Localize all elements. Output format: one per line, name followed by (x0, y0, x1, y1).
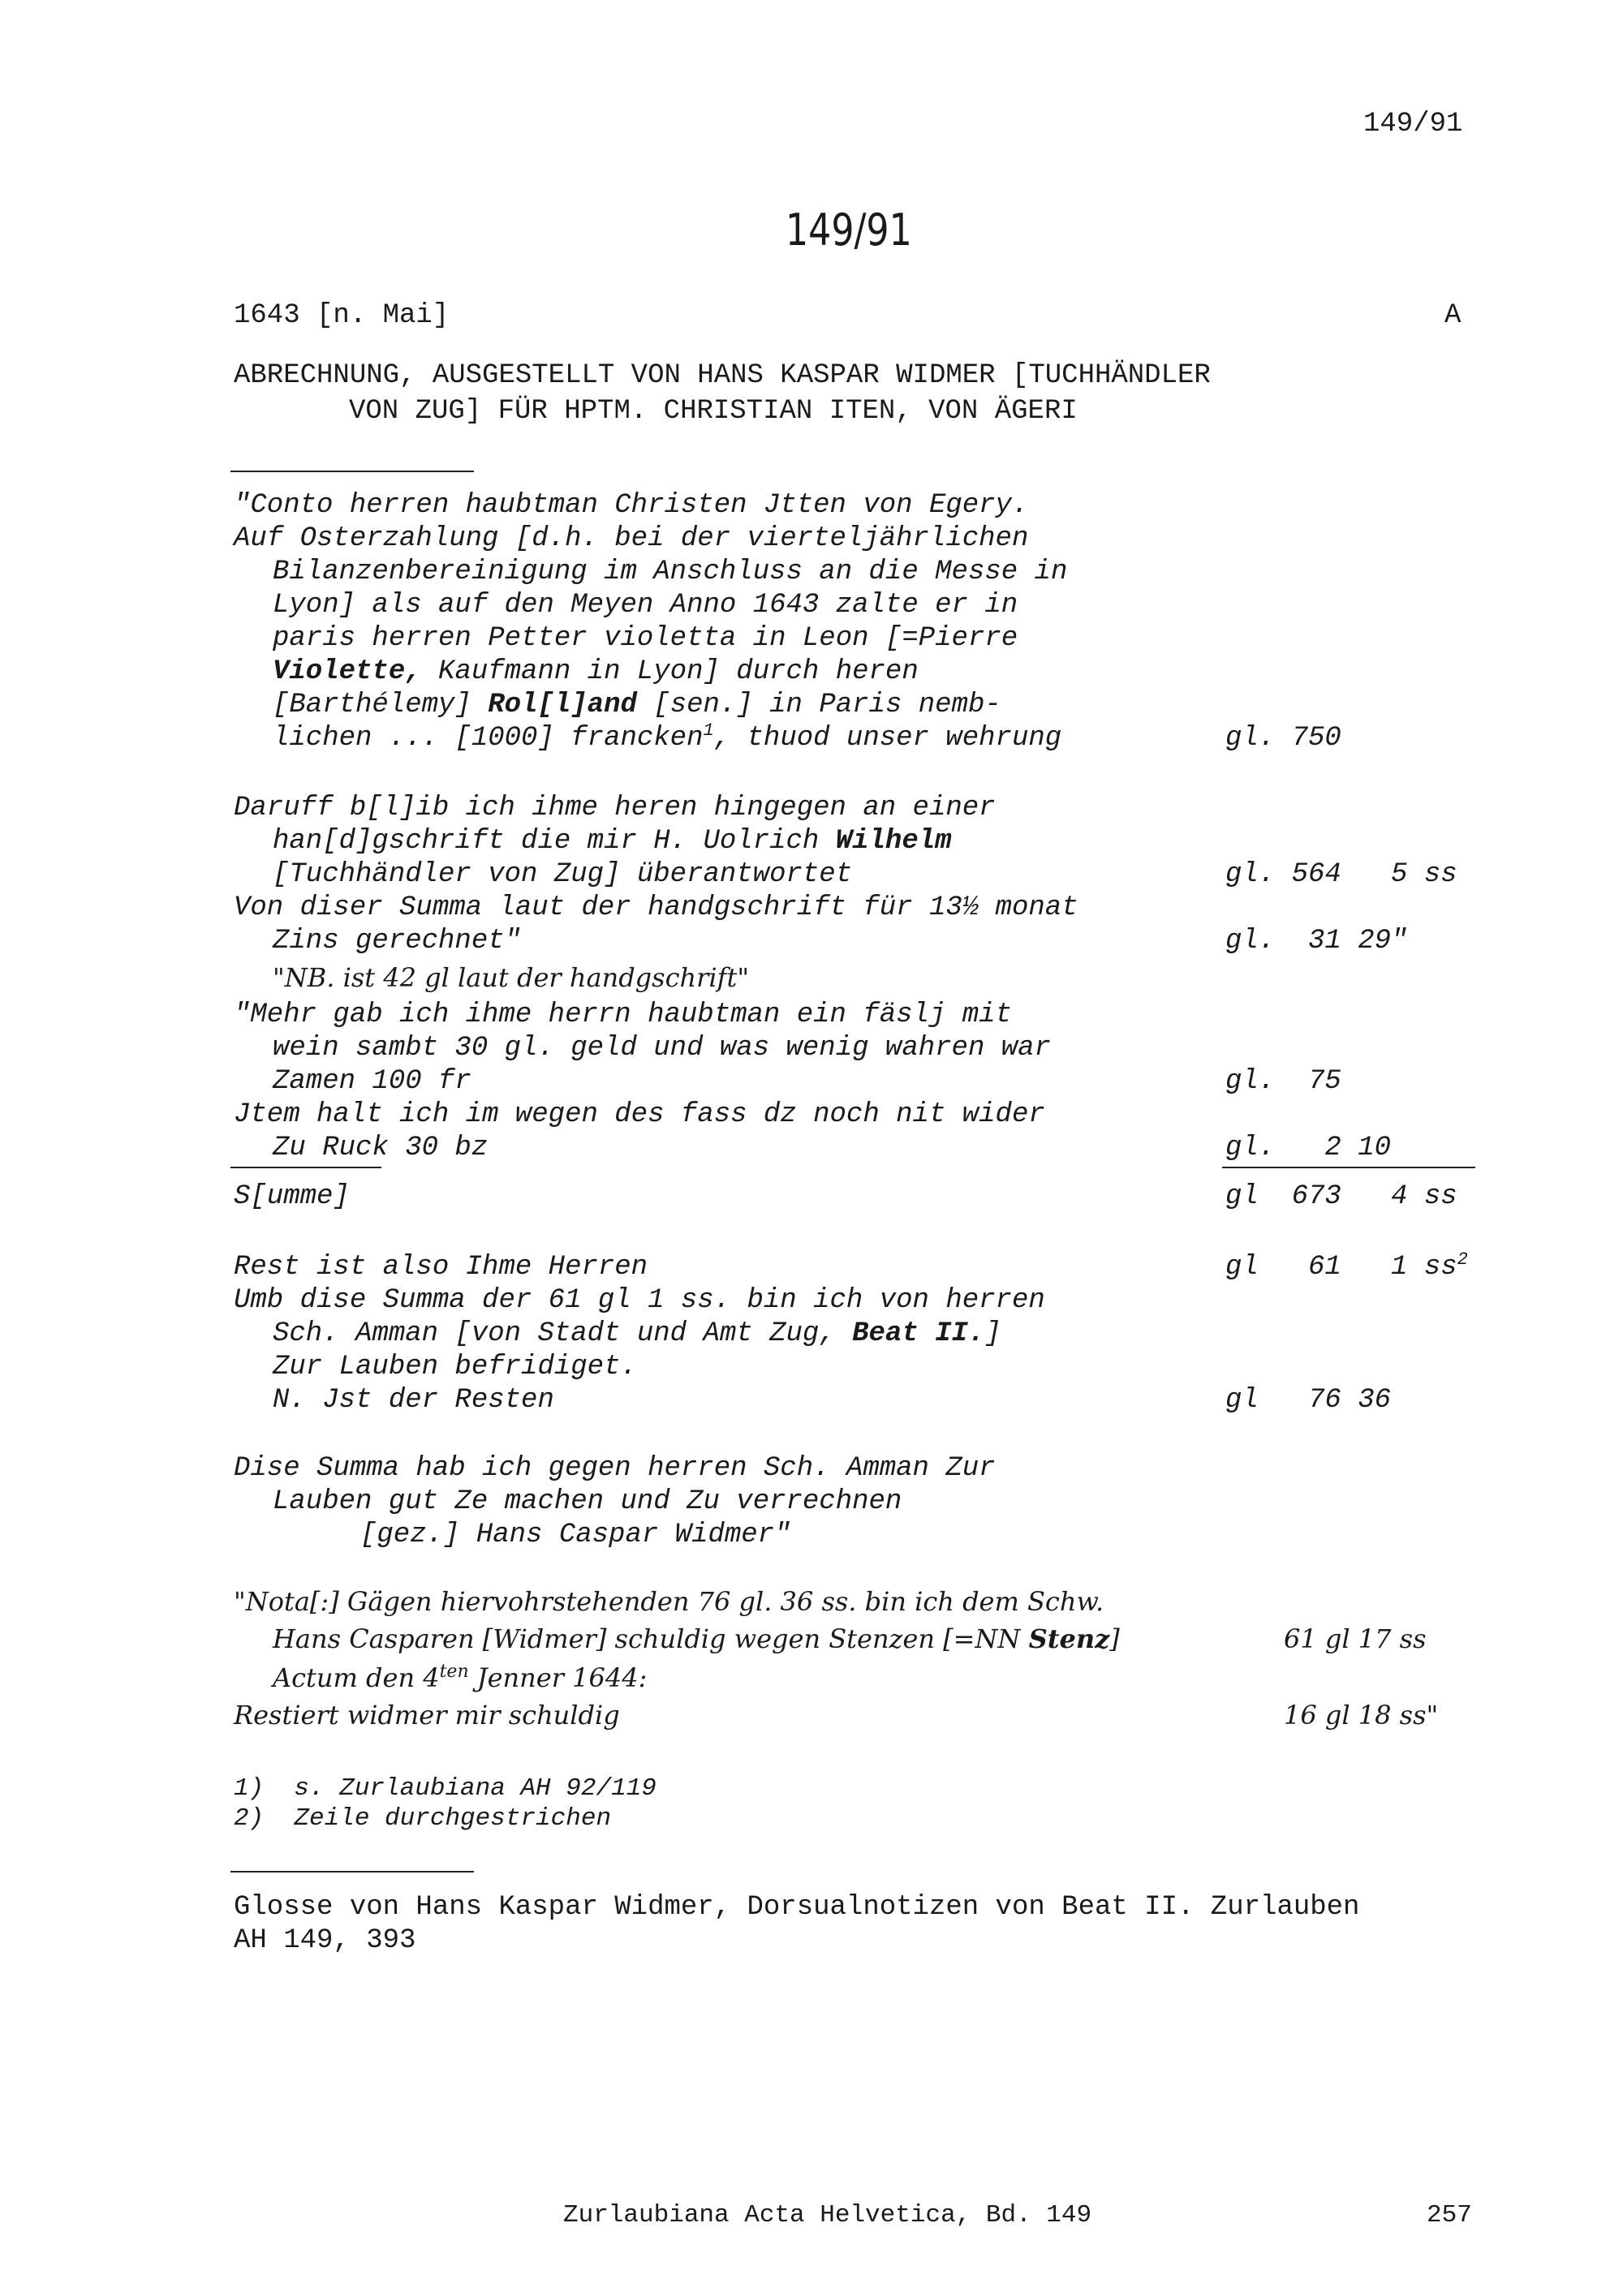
entry-line: "Mehr gab ich ihme herrn haubtman ein fäslj mit (234, 1000, 1012, 1030)
entry-line: Sch. Amman [von Stadt und Amt Zug, Beat II.] (273, 1318, 1001, 1349)
signature-line: [gez.] Hans Caspar Widmer" (360, 1520, 791, 1550)
bold-name: Rol[l]and (488, 690, 637, 720)
entry-line: Jtem halt ich im wegen des fass dz noch nit wider (234, 1099, 1045, 1130)
entry-amount: gl 61 1 $ss^2$ (1225, 1249, 1468, 1283)
entry-line: "Conto herren haubtman Christen Jtten von Egery. (234, 490, 1029, 521)
nota-line: Restiert widmer mir schuldig (234, 1700, 620, 1731)
entry-line: lichen ... [1000] francken$^1$, thuod unser wehrung (273, 720, 1062, 754)
superscript: ten (439, 1662, 469, 1682)
entry-line: Lyon] als auf den Meyen Anno 1643 zalte er in (273, 590, 1018, 621)
footnote-1: 1) s. Zurlaubiana AH 92/119 (234, 1774, 657, 1803)
entry-amount: gl. 564 5 ss (1225, 859, 1457, 890)
entry-line: Violette, Kaufmann in Lyon] durch heren (273, 656, 919, 687)
source-line1: Glosse von Hans Kaspar Widmer, Dorsualnotizen von Beat II. Zurlauben (234, 1892, 1360, 1923)
entry-line: [Barthélemy] Rol[l]and [sen.] in Paris nemb- (273, 690, 1001, 720)
entry-line: Zur Lauben befridiget. (273, 1352, 637, 1382)
nota-amount: 16 gl 18 ss" (1284, 1700, 1439, 1731)
bold-name: Beat II. (852, 1318, 985, 1349)
bold-name: Violette, (273, 656, 422, 687)
nota-amount: 61 gl 17 ss (1284, 1623, 1427, 1654)
entry-line: N. Jst der Resten (273, 1385, 554, 1416)
entry-line: paris herren Petter violetta in Leon [=Pierre (273, 623, 1018, 654)
document-grade: A (1444, 300, 1462, 331)
entry-line: Bilanzenbereinigung im Anschluss an die Messe in (273, 557, 1068, 587)
footnote-ref: 2 (1457, 1249, 1468, 1270)
sum-label: S[umme] (234, 1181, 350, 1212)
running-header-ref: 149/91 (1363, 109, 1463, 140)
sum-rule-left (230, 1167, 381, 1168)
footer-series: Zurlaubiana Acta Helvetica, Bd. 149 (563, 2201, 1092, 2229)
nota-line: "Nota[:] Gägen hiervohrstehenden 76 gl. 36 ss. bin ich dem Schw. (234, 1586, 1104, 1617)
sum-amount: gl 673 4 ss (1225, 1181, 1457, 1212)
entry-line: Zamen 100 fr (273, 1066, 471, 1097)
page-number: 257 (1427, 2201, 1472, 2229)
nota-line: Actum den $4^{ten}$ Jenner 1644: (273, 1662, 648, 1693)
sum-rule-right (1222, 1167, 1475, 1168)
entry-amount: gl. 75 (1225, 1066, 1341, 1097)
document-number: 149/91 (786, 204, 912, 256)
bold-name: Stenz (1028, 1623, 1110, 1654)
entry-amount: gl. 31 29" (1225, 926, 1408, 957)
entry-amount: gl. 750 (1225, 723, 1341, 754)
entry-line: han[d]gschrift die mir H. Uolrich Wilhelm (273, 826, 952, 857)
source-line2: AH 149, 393 (234, 1925, 416, 1956)
nota-line: Hans Casparen [Widmer] schuldig wegen Stenzen [=NN Stenz] (273, 1623, 1120, 1654)
document-date: 1643 [n. Mai] (234, 300, 450, 331)
entry-line: Rest ist also Ihme Herren (234, 1252, 648, 1283)
entry-line: Daruff b[l]ib ich ihme heren hingegen an einer (234, 793, 996, 823)
entry-amount: gl. 2 10 (1225, 1133, 1392, 1163)
handwritten-note: "NB. ist 42 gl laut der handgschrift" (273, 962, 750, 993)
entry-amount: gl 76 36 (1225, 1385, 1392, 1416)
regest-heading-line1: ABRECHNUNG, AUSGESTELLT VON HANS KASPAR WIDMER [TUCHHÄNDLER (234, 360, 1211, 391)
footnote-2: 2) Zeile durchgestrichen (234, 1804, 612, 1833)
entry-line: Umb dise Summa der 61 gl 1 ss. bin ich von herren (234, 1285, 1045, 1316)
entry-line: Auf Osterzahlung [d.h. bei der vierteljährlichen (234, 523, 1029, 554)
footnote-ref: 1 (703, 720, 714, 741)
entry-line: [Tuchhändler von Zug] überantwortet (273, 859, 853, 890)
entry-line: Zins gerechnet" (273, 926, 522, 957)
entry-line: wein sambt 30 gl. geld und was wenig wahren war (273, 1033, 1051, 1064)
entry-line: Zu Ruck 30 bz (273, 1133, 489, 1163)
bold-name: Wilhelm (835, 826, 952, 857)
entry-line: Dise Summa hab ich gegen herren Sch. Amman Zur (234, 1453, 996, 1484)
source-rule (230, 1871, 474, 1872)
entry-line: Lauben gut Ze machen und Zu verrechnen (273, 1486, 902, 1517)
heading-rule (230, 471, 474, 472)
entry-line: Von diser Summa laut der handgschrift für 13½ monat (234, 892, 1078, 923)
regest-heading-line2: VON ZUG] FÜR HPTM. CHRISTIAN ITEN, VON ÄGERI (349, 396, 1078, 427)
